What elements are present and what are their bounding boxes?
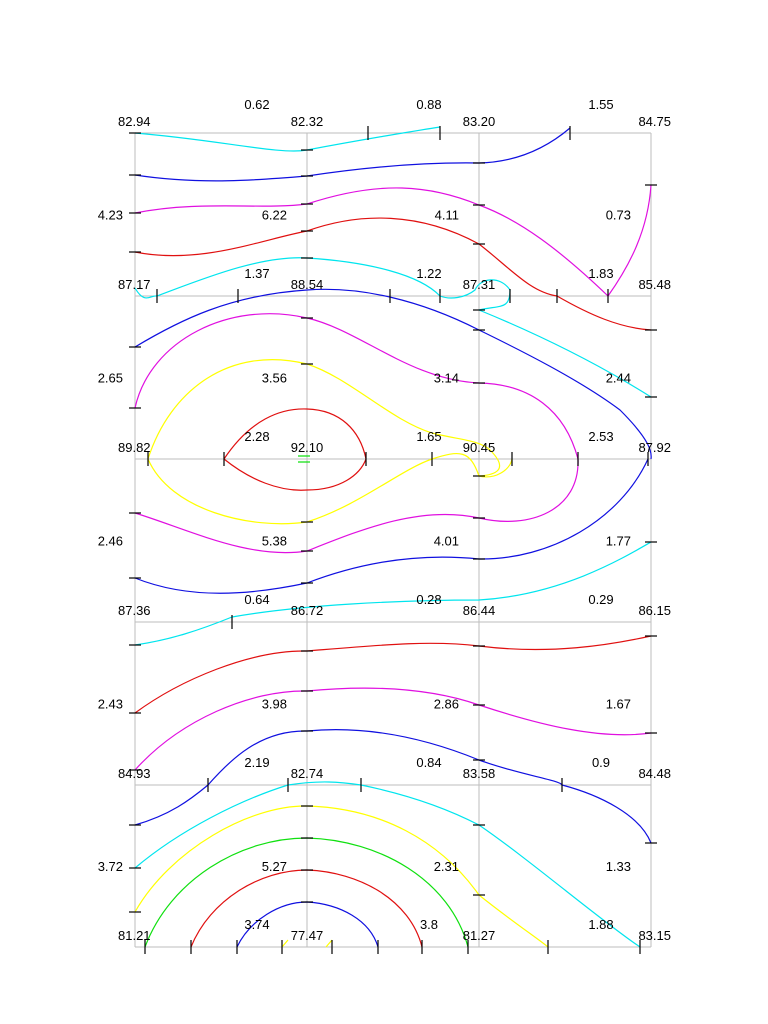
node-value-label: 90.45 bbox=[462, 440, 496, 455]
edge-value-label: 1.33 bbox=[605, 859, 631, 874]
edge-value-label: 3.74 bbox=[244, 917, 270, 932]
contour-line bbox=[135, 688, 651, 770]
edge-value-label: 2.19 bbox=[244, 755, 270, 770]
node-value-label: 86.72 bbox=[290, 603, 324, 618]
node-value-label: 87.92 bbox=[638, 440, 671, 455]
edge-value-label: 2.53 bbox=[588, 429, 614, 444]
node-value-label: 82.32 bbox=[290, 114, 324, 129]
edge-value-label: 5.38 bbox=[261, 533, 287, 549]
node-value-label: 82.94 bbox=[118, 114, 151, 129]
node-value-label: 84.48 bbox=[638, 766, 671, 781]
contour-line bbox=[135, 258, 651, 397]
edge-value-label: 6.22 bbox=[261, 207, 287, 223]
edge-value-label: 3.72 bbox=[97, 859, 123, 874]
edge-value-label: 2.28 bbox=[244, 429, 270, 444]
node-value-label: 89.82 bbox=[118, 440, 151, 455]
node-value-label: 86.44 bbox=[462, 603, 496, 618]
edge-value-label: 1.88 bbox=[588, 917, 614, 932]
edge-value-label: 1.65 bbox=[416, 429, 442, 444]
edge-value-label: 4.23 bbox=[97, 207, 123, 223]
edge-value-label: 0.84 bbox=[416, 755, 442, 770]
contour-line bbox=[135, 127, 440, 151]
node-value-label: 87.17 bbox=[118, 277, 151, 292]
edge-value-label: 1.55 bbox=[588, 97, 614, 112]
edge-value-label: 3.14 bbox=[433, 370, 459, 386]
node-value-label: 88.54 bbox=[290, 277, 324, 292]
contour-line bbox=[135, 289, 651, 459]
node-value-label: 77.47 bbox=[290, 928, 324, 943]
node-value-label: 87.31 bbox=[462, 277, 496, 292]
node-value-label: 83.15 bbox=[638, 928, 671, 943]
node-value-label: 85.48 bbox=[638, 277, 671, 292]
edge-value-label: 1.37 bbox=[244, 266, 270, 281]
edge-value-label: 4.01 bbox=[433, 533, 459, 549]
edge-value-label: 3.98 bbox=[261, 696, 287, 712]
node-value-label: 87.36 bbox=[118, 603, 151, 618]
edge-value-label: 3.56 bbox=[261, 370, 287, 386]
edge-value-label: 1.83 bbox=[588, 266, 614, 281]
horizontal-edge-labels bbox=[244, 97, 613, 932]
edge-value-label: 2.43 bbox=[97, 696, 123, 712]
contour-line bbox=[135, 314, 578, 459]
edge-value-label: 2.44 bbox=[605, 370, 631, 386]
edge-value-label: 0.73 bbox=[605, 207, 631, 223]
edge-value-label: 4.11 bbox=[434, 207, 459, 223]
edge-value-label: 0.29 bbox=[588, 592, 614, 607]
node-value-label: 84.93 bbox=[118, 766, 151, 781]
node-value-label: 81.27 bbox=[462, 928, 496, 943]
edge-value-label: 0.64 bbox=[244, 592, 270, 607]
edge-value-label: 2.86 bbox=[433, 696, 459, 712]
edge-value-label: 2.31 bbox=[433, 859, 459, 874]
node-value-label: 83.58 bbox=[462, 766, 496, 781]
contour-line bbox=[135, 188, 608, 296]
node-value-label: 81.21 bbox=[118, 928, 151, 943]
node-value-label: 84.75 bbox=[638, 114, 671, 129]
contour-line bbox=[224, 459, 366, 490]
contour-line bbox=[135, 636, 651, 713]
contour-line bbox=[135, 782, 640, 947]
edge-value-label: 0.88 bbox=[416, 97, 442, 112]
edge-value-label: 3.8 bbox=[419, 917, 439, 932]
node-value-label: 82.74 bbox=[290, 766, 324, 781]
edge-value-label: 0.28 bbox=[416, 592, 442, 607]
node-value-labels bbox=[118, 114, 671, 943]
node-value-label: 86.15 bbox=[638, 603, 671, 618]
vertical-edge-labels bbox=[98, 208, 631, 875]
edge-value-label: 2.46 bbox=[97, 533, 123, 549]
contour-line bbox=[135, 785, 651, 843]
contour-ticks bbox=[129, 126, 657, 954]
edge-value-label: 0.9 bbox=[591, 755, 611, 770]
edge-value-label: 1.77 bbox=[605, 533, 631, 549]
edge-value-label: 5.27 bbox=[261, 859, 287, 874]
contour-line bbox=[135, 128, 570, 181]
contour-line bbox=[148, 454, 512, 524]
edge-value-label: 2.65 bbox=[97, 370, 123, 386]
node-value-label: 92.10 bbox=[290, 440, 324, 455]
contour-line bbox=[135, 218, 651, 330]
node-value-label: 83.20 bbox=[462, 114, 496, 129]
edge-value-label: 1.67 bbox=[605, 696, 631, 712]
contour-lines bbox=[135, 127, 651, 947]
edge-value-label: 0.62 bbox=[244, 97, 270, 112]
edge-value-label: 1.22 bbox=[416, 266, 442, 281]
